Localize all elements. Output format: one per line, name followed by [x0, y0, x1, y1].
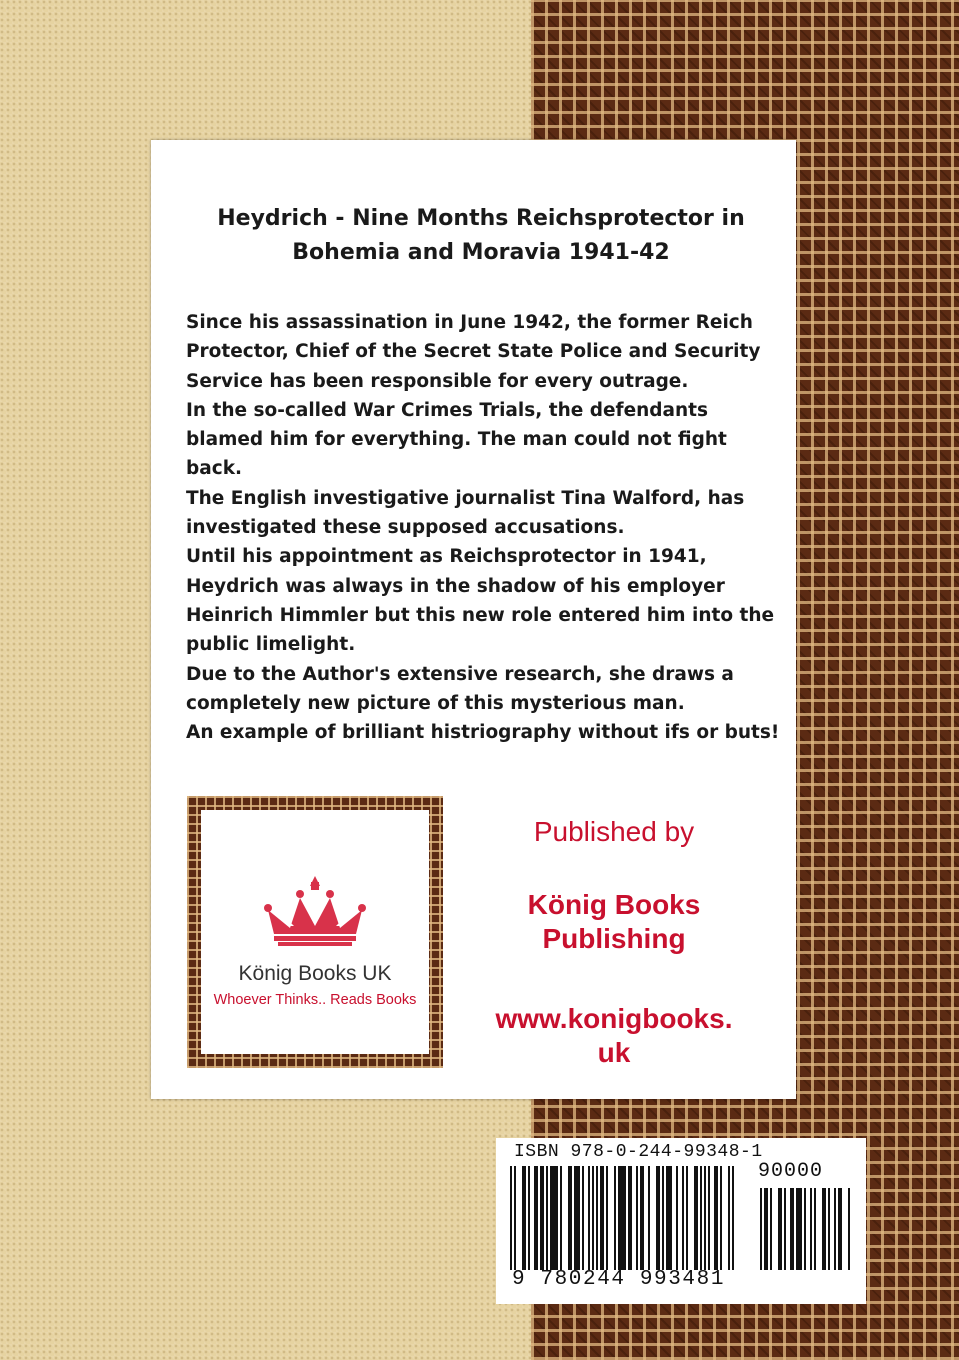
logo-brand-name: König Books UK — [238, 962, 392, 985]
publisher-name-line: Publishing — [542, 923, 686, 954]
logo-inner — [201, 810, 429, 1054]
blurb-paragraph: An example of brilliant histriography without ifs or buts! — [186, 722, 780, 744]
book-blurb — [186, 308, 781, 747]
publisher-name — [471, 888, 757, 956]
published-by-label: Published by — [533, 816, 695, 847]
barcode-digits: 9 780244 993481 — [512, 1268, 726, 1291]
publisher-name-line: König Books — [527, 889, 701, 920]
back-cover-panel — [151, 140, 796, 1099]
publisher-url-line: www.konigbooks. — [495, 1003, 733, 1034]
ean-barcode-bars — [510, 1166, 742, 1270]
blurb-paragraph: Until his appointment as Reichsprotector in 1941, Heydrich was always in the shadow of his employer Heinrich Himmler but this new role entered him into the public limelight. — [186, 546, 775, 656]
book-title: Heydrich - Nine Months Reichsprotector in Bohemia and Moravia 1941-42 — [217, 206, 745, 265]
blurb-paragraph: The English investigative journalist Tina Walford, has investigated these supposed accusations. — [186, 487, 745, 539]
blurb-paragraph: Due to the Author's extensive research, she draws a completely new picture of this mysterious man. — [186, 663, 734, 714]
publisher-logo — [187, 796, 443, 1068]
logo-tagline: Whoever Thinks.. Reads Books — [213, 992, 417, 1008]
crown-icon — [260, 876, 370, 946]
isbn-barcode — [496, 1138, 866, 1304]
publisher-url-line: uk — [597, 1037, 631, 1068]
blurb-paragraph: In the so-called War Crimes Trials, the defendants blamed him for everything. The man could not fight back. — [186, 399, 727, 480]
isbn-text: ISBN 978-0-244-99348-1 — [514, 1142, 763, 1162]
publisher-website — [461, 1002, 767, 1070]
blurb-paragraph: Since his assassination in June 1942, the former Reich Protector, Chief of the Secret State Police and Security Service has been responsible for every outrage. — [186, 312, 761, 392]
price-code: 90000 — [758, 1160, 824, 1183]
addon-barcode-bars — [760, 1188, 852, 1270]
